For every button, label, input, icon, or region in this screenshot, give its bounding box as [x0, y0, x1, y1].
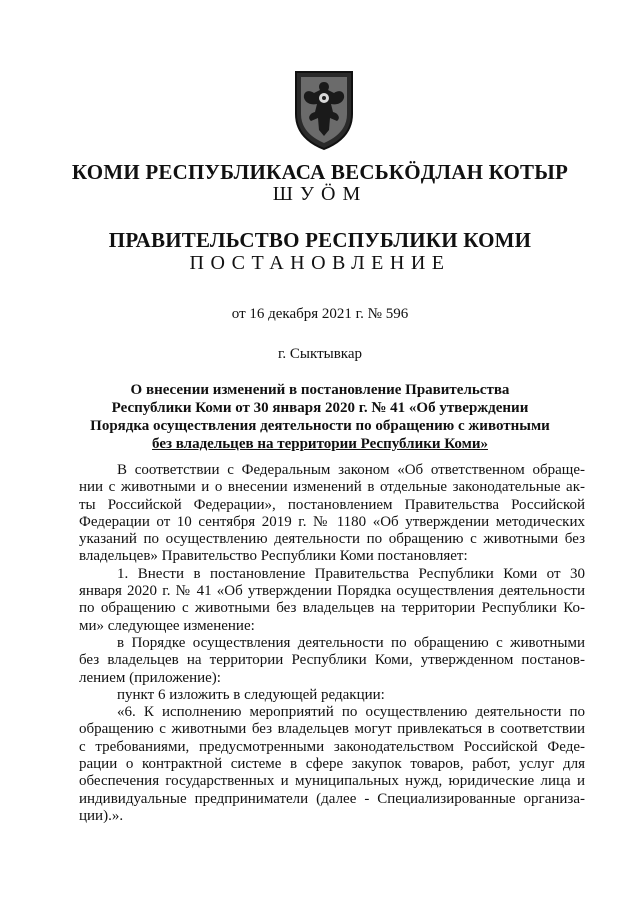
document-type: ПОСТАНОВЛЕНИЕ: [189, 252, 451, 274]
body-line: ты Российской Федерации», постановлением Правительства Российской: [79, 496, 585, 513]
body-line: 1. Внести в постановление Правительства Республики Коми от 30: [117, 565, 585, 582]
body-line: ми» следующее изменение:: [79, 617, 255, 634]
body-line: с требованиями, предусмотренными законодательством Российской Феде-: [79, 738, 585, 755]
body-line: пункт 6 изложить в следующей редакции:: [117, 686, 385, 703]
body-line: ции).».: [79, 807, 124, 824]
body-line: Федерации от 10 сентября 2019 г. № 1180 «Об утверждении методических: [79, 513, 585, 530]
document-subject: [0, 381, 640, 453]
subject-line: Республики Коми от 30 января 2020 г. № 41 «Об утверждении: [111, 400, 529, 416]
komi-coat-of-arms-icon: [292, 68, 356, 152]
body-line: В соответствии с Федеральным законом «Об ответственном обраще-: [117, 462, 585, 478]
subject-line: без владельцев на территории Республики Коми»: [152, 436, 488, 452]
government-name: ПРАВИТЕЛЬСТВО РЕСПУБЛИКИ КОМИ: [108, 228, 532, 252]
subject-line: Порядка осуществления деятельности по обращению с животными: [90, 418, 550, 434]
body-line: индивидуальные предприниматели (далее - Специализированные организа-: [79, 790, 585, 807]
komi-document-type: ШУÖМ: [272, 183, 368, 205]
body-line: владельцев» Правительство Республики Коми постановляет:: [79, 548, 468, 565]
subject-line: О внесении изменений в постановление Правительства: [130, 382, 510, 398]
body-line: в Порядке осуществления деятельности по обращению с животными: [117, 634, 585, 651]
body-line: «6. К исполнению мероприятий по осуществлению деятельности по: [117, 704, 585, 721]
document-city: г. Сыктывкар: [277, 346, 363, 362]
document-date-number: от 16 декабря 2021 г. № 596: [231, 306, 409, 322]
body-line: без владельцев на территории Республики Коми, утвержденном постанов-: [79, 652, 585, 669]
body-line: обращению с животными без владельцев могут привлекаться в соответствии: [79, 721, 585, 738]
body-line: лением (приложение):: [79, 669, 221, 686]
body-line: рации о контрактной системе в сфере закупок товаров, работ, услуг для: [79, 756, 585, 773]
body-line: по обращению с животными без владельцев на территории Республики Ко-: [79, 600, 585, 617]
komi-government-name: КОМИ РЕСПУБЛИКАСА ВЕСЬКӦДЛАН КОТЫР: [71, 160, 569, 184]
body-line: обеспечения государственных и муниципальных нужд, юридические лица и: [79, 773, 585, 790]
body-line: января 2020 г. № 41 «Об утверждении Порядка осуществления деятельности: [79, 583, 585, 600]
document-body: [79, 462, 585, 825]
body-line: нии с животными и о внесении изменений в отдельные законодательные ак-: [79, 479, 585, 496]
body-line: указаний по осуществлению деятельности по обращению с животными без: [79, 531, 585, 548]
